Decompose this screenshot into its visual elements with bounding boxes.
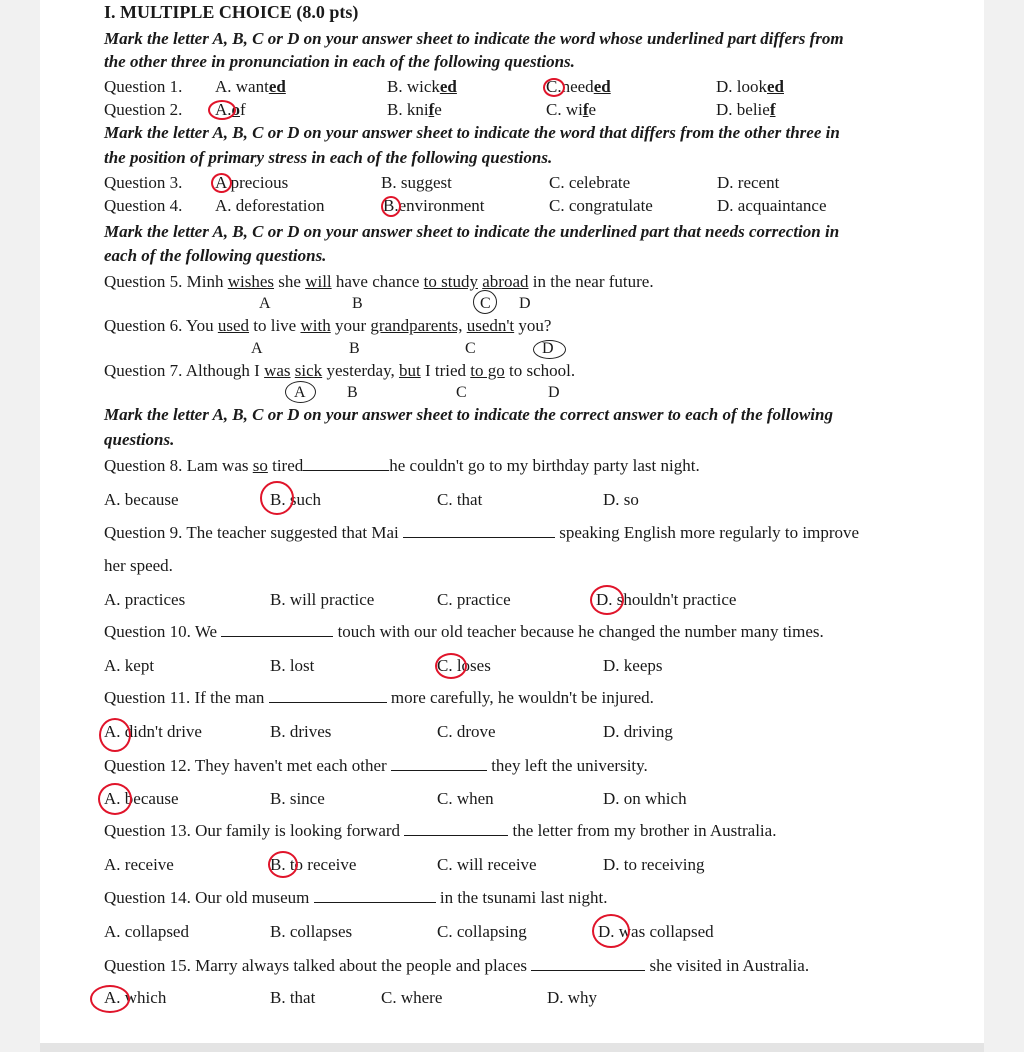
- instruction-stress-line2: the position of primary stress in each of the following questions.: [104, 148, 553, 167]
- q6-letter-a: A: [251, 340, 263, 357]
- q15-option-c: C. where: [381, 988, 443, 1007]
- q11-stem: Question 11. If the man more carefully, he wouldn't be injured.: [104, 688, 654, 707]
- q13-option-a: A. receive: [104, 855, 174, 874]
- instruction-pronunciation-line2: the other three in pronunciation in each of the following questions.: [104, 52, 575, 71]
- q9-option-a: A. practices: [104, 590, 186, 609]
- document-page: [40, 0, 984, 1043]
- q1-option-d: D. looked: [716, 77, 784, 96]
- q2-option-a: A.of: [215, 100, 246, 119]
- section-heading: I. MULTIPLE CHOICE (8.0 pts): [104, 2, 359, 22]
- q9-blank: [403, 523, 555, 538]
- q9-stem: Question 9. The teacher suggested that Mai speaking English more regularly to improve: [104, 523, 860, 542]
- q14-option-b: B. collapses: [270, 922, 353, 941]
- q15-blank: [531, 956, 645, 971]
- q12-option-b: B. since: [270, 789, 325, 808]
- q7-sentence: Question 7. Although I was sick yesterday, but I tried to go to school.: [104, 361, 576, 380]
- q8-option-b: B. such: [270, 490, 321, 509]
- q10-option-d: D. keeps: [603, 656, 663, 675]
- q13-blank: [404, 821, 508, 836]
- q14-option-a: A. collapsed: [104, 922, 189, 941]
- q7-letter-b: B: [347, 384, 358, 401]
- q5-letter-c: C: [480, 295, 491, 312]
- q5-letter-d: D: [519, 295, 531, 312]
- q12-option-c: C. when: [437, 789, 494, 808]
- q11-option-a: A. didn't drive: [104, 722, 202, 741]
- q10-stem: Question 10. We touch with our old teacher because he changed the number many times.: [104, 622, 824, 641]
- q13-option-c: C. will receive: [437, 855, 537, 874]
- q15-option-d: D. why: [547, 988, 598, 1007]
- q14-blank: [314, 888, 436, 903]
- q1-label: Question 1.: [104, 77, 183, 96]
- instruction-correction-line1: Mark the letter A, B, C or D on your answer sheet to indicate the underlined part that needs correction in: [104, 222, 840, 241]
- q5-sentence: Question 5. Minh wishes she will have chance to study abroad in the near future.: [104, 272, 654, 291]
- q2-label: Question 2.: [104, 100, 183, 119]
- q9-option-c: C. practice: [437, 590, 511, 609]
- q11-option-c: C. drove: [437, 722, 496, 741]
- q7-letter-c: C: [456, 384, 467, 401]
- q5-letter-b: B: [352, 295, 363, 312]
- instruction-correction-line2: each of the following questions.: [104, 246, 327, 265]
- q12-blank: [391, 756, 487, 771]
- q14-stem: Question 14. Our old museum in the tsunami last night.: [104, 888, 608, 907]
- q8-option-a: A. because: [104, 490, 179, 509]
- q4-option-b: B.environment: [383, 196, 485, 215]
- q4-option-a: A. deforestation: [215, 196, 325, 215]
- q3-option-b: B. suggest: [381, 173, 452, 192]
- q10-option-a: A. kept: [104, 656, 155, 675]
- q8-option-d: D. so: [603, 490, 639, 509]
- q2-option-d: D. belief: [716, 100, 776, 119]
- q6-sentence: Question 6. You used to live with your grandparents, usedn't you?: [104, 316, 552, 335]
- q10-option-c: C. loses: [437, 656, 491, 675]
- q13-stem: Question 13. Our family is looking forward the letter from my brother in Australia.: [104, 821, 777, 840]
- q14-option-d: D. was collapsed: [598, 922, 714, 941]
- q1-option-b: B. wicked: [387, 77, 457, 96]
- q1-option-c: C.needed: [546, 77, 611, 96]
- q3-option-a: A precious: [215, 173, 289, 192]
- q8-option-c: C. that: [437, 490, 483, 509]
- q9-stem-line2: her speed.: [104, 556, 173, 575]
- q7-letter-d: D: [548, 384, 560, 401]
- q12-option-d: D. on which: [603, 789, 687, 808]
- q6-letter-d: D: [542, 340, 554, 357]
- q1-option-a: A. wanted: [215, 77, 286, 96]
- q5-letter-a: A: [259, 295, 271, 312]
- q9-option-b: B. will practice: [270, 590, 375, 609]
- q9-option-d: D. shouldn't practice: [596, 590, 737, 609]
- q4-option-c: C. congratulate: [549, 196, 653, 215]
- q2-option-b: B. knife: [387, 100, 442, 119]
- q14-option-c: C. collapsing: [437, 922, 527, 941]
- q11-blank: [269, 688, 387, 703]
- q10-option-b: B. lost: [270, 656, 315, 675]
- q4-option-d: D. acquaintance: [717, 196, 827, 215]
- q15-option-b: B. that: [270, 988, 316, 1007]
- instruction-correct-answer-line2: questions.: [104, 430, 175, 449]
- page-bottom-edge: [40, 1043, 984, 1052]
- q7-letter-a: A: [294, 384, 306, 401]
- q12-stem: Question 12. They haven't met each other they left the university.: [104, 756, 648, 775]
- q3-option-d: D. recent: [717, 173, 780, 192]
- q15-stem: Question 15. Marry always talked about the people and places she visited in Australia.: [104, 956, 810, 975]
- q2-option-c: C. wife: [546, 100, 597, 119]
- q12-option-a: A. because: [104, 789, 179, 808]
- q13-option-d: D. to receiving: [603, 855, 705, 874]
- instruction-pronunciation-line1: Mark the letter A, B, C or D on your answer sheet to indicate the word whose underlined part differs from: [104, 29, 844, 48]
- q3-label: Question 3.: [104, 173, 183, 192]
- q8-blank: [303, 456, 389, 471]
- q11-option-d: D. driving: [603, 722, 673, 741]
- instruction-stress-line1: Mark the letter A, B, C or D on your answer sheet to indicate the word that differs from the other three in: [104, 123, 840, 142]
- q10-blank: [221, 622, 333, 637]
- q8-stem: Question 8. Lam was so tired he couldn't go to my birthday party last night.: [104, 456, 700, 475]
- q11-option-b: B. drives: [270, 722, 332, 741]
- q13-option-b: B. to receive: [270, 855, 357, 874]
- q6-letter-c: C: [465, 340, 476, 357]
- q6-letter-b: B: [349, 340, 360, 357]
- q4-label: Question 4.: [104, 196, 183, 215]
- q3-option-c: C. celebrate: [549, 173, 631, 192]
- q15-option-a: A. which: [104, 988, 167, 1007]
- instruction-correct-answer-line1: Mark the letter A, B, C or D on your answer sheet to indicate the correct answer to each of the following: [104, 405, 833, 424]
